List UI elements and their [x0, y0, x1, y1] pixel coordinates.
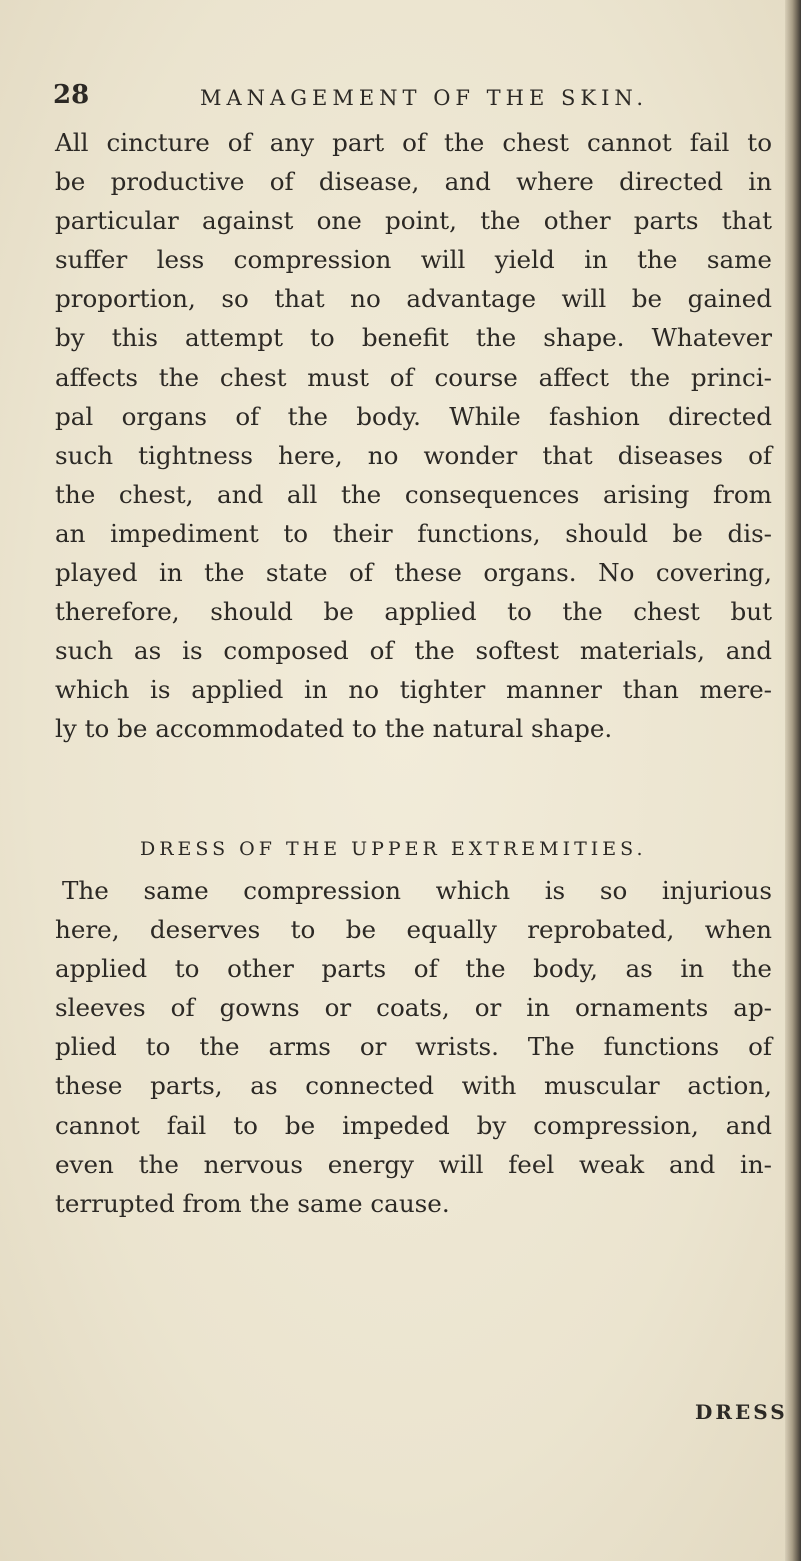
text-line: terrupted from the same cause.	[55, 1188, 450, 1218]
text-line: particular against one point, the other parts that	[55, 206, 772, 236]
text-line: here, deserves to be equally reprobated, when	[55, 915, 772, 945]
page-number: 28	[53, 80, 90, 110]
text-line: proportion, so that no advantage will be gained	[55, 284, 772, 314]
text-line: such tightness here, no wonder that diseases of	[55, 440, 772, 470]
text-line: the chest, and all the consequences arising from	[55, 479, 772, 509]
text-line: affects the chest must of course affect the princi-	[55, 362, 772, 392]
text-line: plied to the arms or wrists. The functions of	[55, 1032, 772, 1062]
text-line: which is applied in no tighter manner than mere-	[55, 675, 772, 705]
text-line: be productive of disease, and where directed in	[55, 167, 772, 197]
paragraph-chest-cincture	[55, 123, 772, 749]
text-line: The same compression which is so injurious	[62, 876, 772, 905]
text-line: by this attempt to benefit the shape. Whatever	[55, 323, 772, 353]
paragraph-upper-extremities	[55, 871, 772, 1223]
text-line: these parts, as connected with muscular action,	[55, 1071, 772, 1101]
catchword: DRESS	[695, 1400, 788, 1424]
running-title: MANAGEMENT OF THE SKIN.	[200, 86, 649, 110]
text-line: therefore, should be applied to the chest but	[55, 597, 772, 627]
text-line: suffer less compression will yield in the same	[55, 245, 772, 275]
text-line: applied to other parts of the body, as in the	[55, 954, 772, 984]
running-head	[53, 80, 783, 120]
text-line: such as is composed of the softest materials, and	[55, 636, 772, 666]
text-line: All cincture of any part of the chest cannot fail to	[55, 128, 772, 157]
text-line: played in the state of these organs. No covering,	[55, 558, 772, 588]
section-heading: DRESS OF THE UPPER EXTREMITIES.	[140, 838, 647, 860]
text-line: sleeves of gowns or coats, or in ornaments ap-	[55, 993, 772, 1023]
text-line: ly to be accommodated to the natural shape.	[55, 714, 613, 744]
page-binding-edge	[785, 0, 801, 1561]
text-line: an impediment to their functions, should be dis-	[55, 518, 772, 548]
text-line: even the nervous energy will feel weak and in-	[55, 1149, 772, 1179]
text-line: pal organs of the body. While fashion directed	[55, 401, 772, 431]
text-line: cannot fail to be impeded by compression, and	[55, 1110, 772, 1140]
